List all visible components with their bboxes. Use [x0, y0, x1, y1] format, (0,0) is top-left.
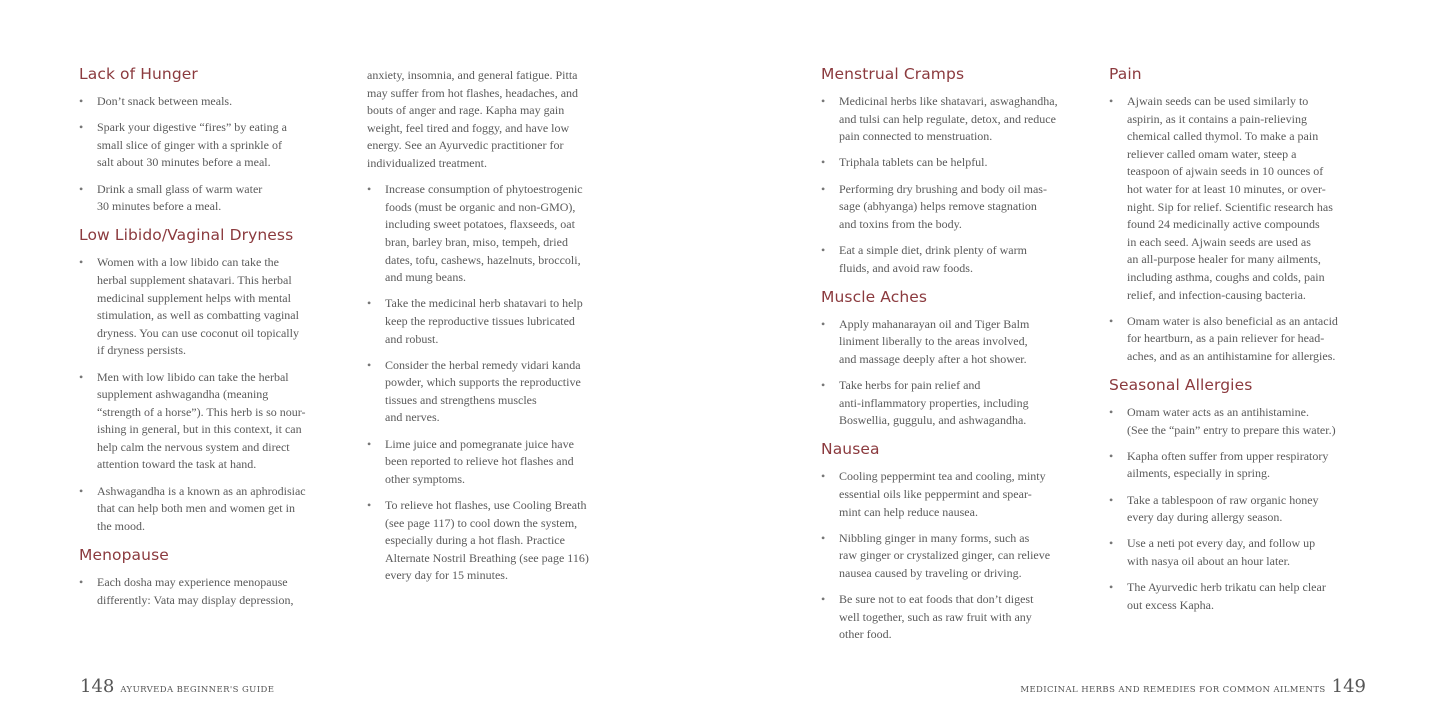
section-heading: Muscle Aches: [821, 287, 928, 306]
list-item-text: Increase consumption of phytoestrogenic foods (must be organic and non-GMO), including sweet potatoes, flaxseeds, oat bran, barley bran, miso, tempeh, dried dates, tofu, cashews, hazelnuts, broccoli, and mung beans.: [385, 182, 583, 285]
list-item-text: Use a neti pot every day, and follow up with nasya oil about an hour later.: [1127, 536, 1316, 569]
column-4: [1109, 63, 1384, 623]
list-item: [367, 357, 642, 427]
bullet-icon: •: [367, 182, 372, 197]
list-item-text: Men with low libido can take the herbal supplement ashwagandha (meaning “strength of a horse”). This herb is so nour- ishing in general, but in this context, it can help calm the nervous system and direct attention toward the task at hand.: [97, 369, 306, 472]
list-item: [1109, 535, 1384, 570]
list-item: [821, 530, 1096, 583]
list-item-text: Be sure not to eat foods that don’t digest well together, such as raw fruit with any other food.: [839, 592, 1034, 642]
bullet-icon: •: [821, 316, 826, 331]
bullet-icon: •: [821, 378, 826, 393]
continued-paragraph: anxiety, insomnia, and general fatigue. Pitta may suffer from hot flashes, headaches, and bouts of anger and rage. Kapha may gain weight, feel tired and foggy, and have low energy. See an Ayurvedic practitioner for individualized treatment.: [367, 68, 579, 170]
list-item: [821, 316, 1096, 369]
bullet-icon: •: [79, 255, 84, 270]
bullet-icon: •: [821, 94, 826, 108]
bullet-icon: •: [821, 242, 826, 257]
list-item-text: Eat a simple diet, drink plenty of warm fluids, and avoid raw foods.: [839, 242, 1027, 275]
bullet-list: [79, 254, 354, 535]
list-item-text: Omam water is also beneficial as an antacid for heartburn, as a pain reliever for head- aches, and as an antihistamine for allergies.: [1127, 313, 1338, 363]
list-item: [79, 369, 354, 475]
list-item: [821, 242, 1096, 277]
section-heading: Low Libido/Vaginal Dryness: [79, 226, 294, 245]
bullet-icon: •: [79, 120, 84, 135]
bullet-icon: •: [1109, 536, 1114, 551]
list-item: [1109, 448, 1384, 483]
section-heading: Menopause: [79, 546, 169, 565]
bullet-icon: •: [1109, 492, 1114, 507]
column-3: [821, 63, 1096, 653]
bullet-list: [79, 93, 354, 216]
column-2: [367, 67, 642, 594]
list-item: [1109, 404, 1384, 439]
list-item-text: Drink a small glass of warm water 30 minutes before a meal.: [97, 181, 263, 214]
list-item: [821, 468, 1096, 521]
list-item-text: To relieve hot flashes, use Cooling Breath (see page 117) to cool down the system, especially during a hot flash. Practice Alternate Nostril Breathing (see page 116) every day for 15 minutes.: [385, 498, 589, 583]
list-item-text: Spark your digestive “fires” by eating a small slice of ginger with a sprinkle of salt about 30 minutes before a meal.: [97, 120, 287, 170]
list-item: [821, 377, 1096, 430]
bullet-icon: •: [821, 181, 826, 196]
list-item: [79, 181, 354, 216]
bullet-icon: •: [367, 498, 372, 513]
list-item-text: Ajwain seeds can be used similarly to aspirin, as it contains a pain-relieving chemical called thymol. To make a pain reliever called omam water, steep a teaspoon of ajwain seeds in 10 ounces of hot water for at least 10 minutes, or over- night. Sip for relief. Scientific research has found 24 medicinally active compounds in each seed. Ajwain seeds are used as an all-purpose healer for many ailments, including asthma, coughs and colds, pain relief, and infection-causing bacteria.: [1127, 94, 1333, 302]
section-heading: Nausea: [821, 440, 880, 459]
bullet-icon: •: [367, 296, 372, 311]
list-item: [79, 254, 354, 360]
bullet-list: [821, 93, 1096, 277]
running-head: AYURVEDA BEGINNER'S GUIDE: [120, 685, 275, 695]
list-item: [367, 295, 642, 348]
bullet-icon: •: [79, 94, 84, 108]
bullet-icon: •: [79, 369, 84, 384]
list-item: [367, 181, 642, 287]
list-item-text: Take a tablespoon of raw organic honey every day during allergy season.: [1127, 492, 1319, 525]
list-item-text: Ashwagandha is a known as an aphrodisiac that can help both men and women get in the mood.: [97, 483, 306, 533]
bullet-icon: •: [79, 575, 84, 590]
list-item-text: Triphala tablets can be helpful.: [839, 155, 988, 170]
bullet-icon: •: [1109, 580, 1114, 595]
list-item: [1109, 492, 1384, 527]
list-item: [79, 119, 354, 172]
bullet-list: [1109, 404, 1384, 614]
bullet-icon: •: [1109, 448, 1114, 463]
bullet-icon: •: [821, 155, 826, 170]
bullet-icon: •: [367, 436, 372, 451]
bullet-icon: •: [821, 592, 826, 607]
list-item-text: Take the medicinal herb shatavari to help keep the reproductive tissues lubricated and robust.: [385, 296, 583, 346]
page-number: 149: [1331, 676, 1366, 697]
bullet-list: [367, 181, 642, 585]
list-item-text: Omam water acts as an antihistamine. (See the “pain” entry to prepare this water.): [1127, 405, 1336, 437]
bullet-icon: •: [79, 181, 84, 196]
column-1: [79, 63, 354, 618]
list-item: [367, 436, 642, 489]
list-item: [821, 591, 1096, 644]
list-item-text: Consider the herbal remedy vidari kanda powder, which supports the reproductive tissues and strengthens muscles and nerves.: [385, 357, 581, 425]
bullet-list: [1109, 93, 1384, 366]
bullet-list: [821, 316, 1096, 430]
section-heading: Menstrual Cramps: [821, 65, 965, 83]
list-item: [1109, 93, 1384, 304]
section-heading: Lack of Hunger: [79, 65, 198, 83]
list-item-text: The Ayurvedic herb trikatu can help clear out excess Kapha.: [1127, 580, 1326, 612]
page-number: 148: [80, 676, 115, 697]
list-item-text: Nibbling ginger in many forms, such as raw ginger or crystalized ginger, can relieve nausea caused by traveling or driving.: [839, 530, 1051, 581]
bullet-icon: •: [821, 469, 826, 484]
bullet-icon: •: [1109, 405, 1114, 420]
list-item-text: Each dosha may experience menopause differently: Vata may display depression,: [97, 575, 294, 607]
list-item-text: Cooling peppermint tea and cooling, minty essential oils like peppermint and spear- mint can help reduce nausea.: [839, 469, 1046, 519]
list-item: [79, 483, 354, 536]
list-item-text: Women with a low libido can take the herbal supplement shatavari. This herbal medicinal supplement helps with mental stimulation, as well as combatting vaginal dryness. You can use coconut oil topically if dryness persists.: [97, 255, 299, 358]
list-item-text: Apply mahanarayan oil and Tiger Balm liniment liberally to the areas involved, and massage deeply after a hot shower.: [839, 316, 1030, 366]
bullet-icon: •: [821, 530, 826, 545]
list-item: [79, 574, 354, 609]
list-item: [1109, 579, 1384, 614]
bullet-list: [821, 468, 1096, 644]
running-head: MEDICINAL HERBS AND REMEDIES FOR COMMON AILMENTS: [1020, 685, 1326, 695]
bullet-list: [79, 574, 354, 609]
list-item: [821, 181, 1096, 234]
list-item-text: Kapha often suffer from upper respiratory ailments, especially in spring.: [1127, 448, 1329, 481]
list-item: [367, 497, 642, 585]
list-item-text: Performing dry brushing and body oil mas- sage (abhyanga) helps remove stagnation and toxins from the body.: [839, 181, 1047, 231]
list-item: [1109, 313, 1384, 366]
list-item-text: Don’t snack between meals.: [97, 94, 233, 108]
left-page-footer: [80, 676, 280, 697]
list-item: [821, 154, 1096, 172]
list-item-text: Medicinal herbs like shatavari, aswaghandha, and tulsi can help regulate, detox, and reduce pain connected to menstruation.: [839, 94, 1058, 144]
bullet-icon: •: [1109, 94, 1114, 108]
bullet-icon: •: [1109, 313, 1114, 328]
list-item: [821, 93, 1096, 146]
bullet-icon: •: [367, 357, 372, 372]
list-item-text: Take herbs for pain relief and anti-inflammatory properties, including Boswellia, guggulu, and ashwagandha.: [839, 378, 1029, 428]
list-item: [79, 93, 354, 111]
list-item-text: Lime juice and pomegranate juice have been reported to relieve hot flashes and other symptoms.: [385, 436, 574, 486]
section-heading: Pain: [1109, 65, 1142, 83]
section-heading: Seasonal Allergies: [1109, 376, 1253, 395]
right-page-footer: [1014, 676, 1366, 697]
bullet-icon: •: [79, 483, 84, 498]
